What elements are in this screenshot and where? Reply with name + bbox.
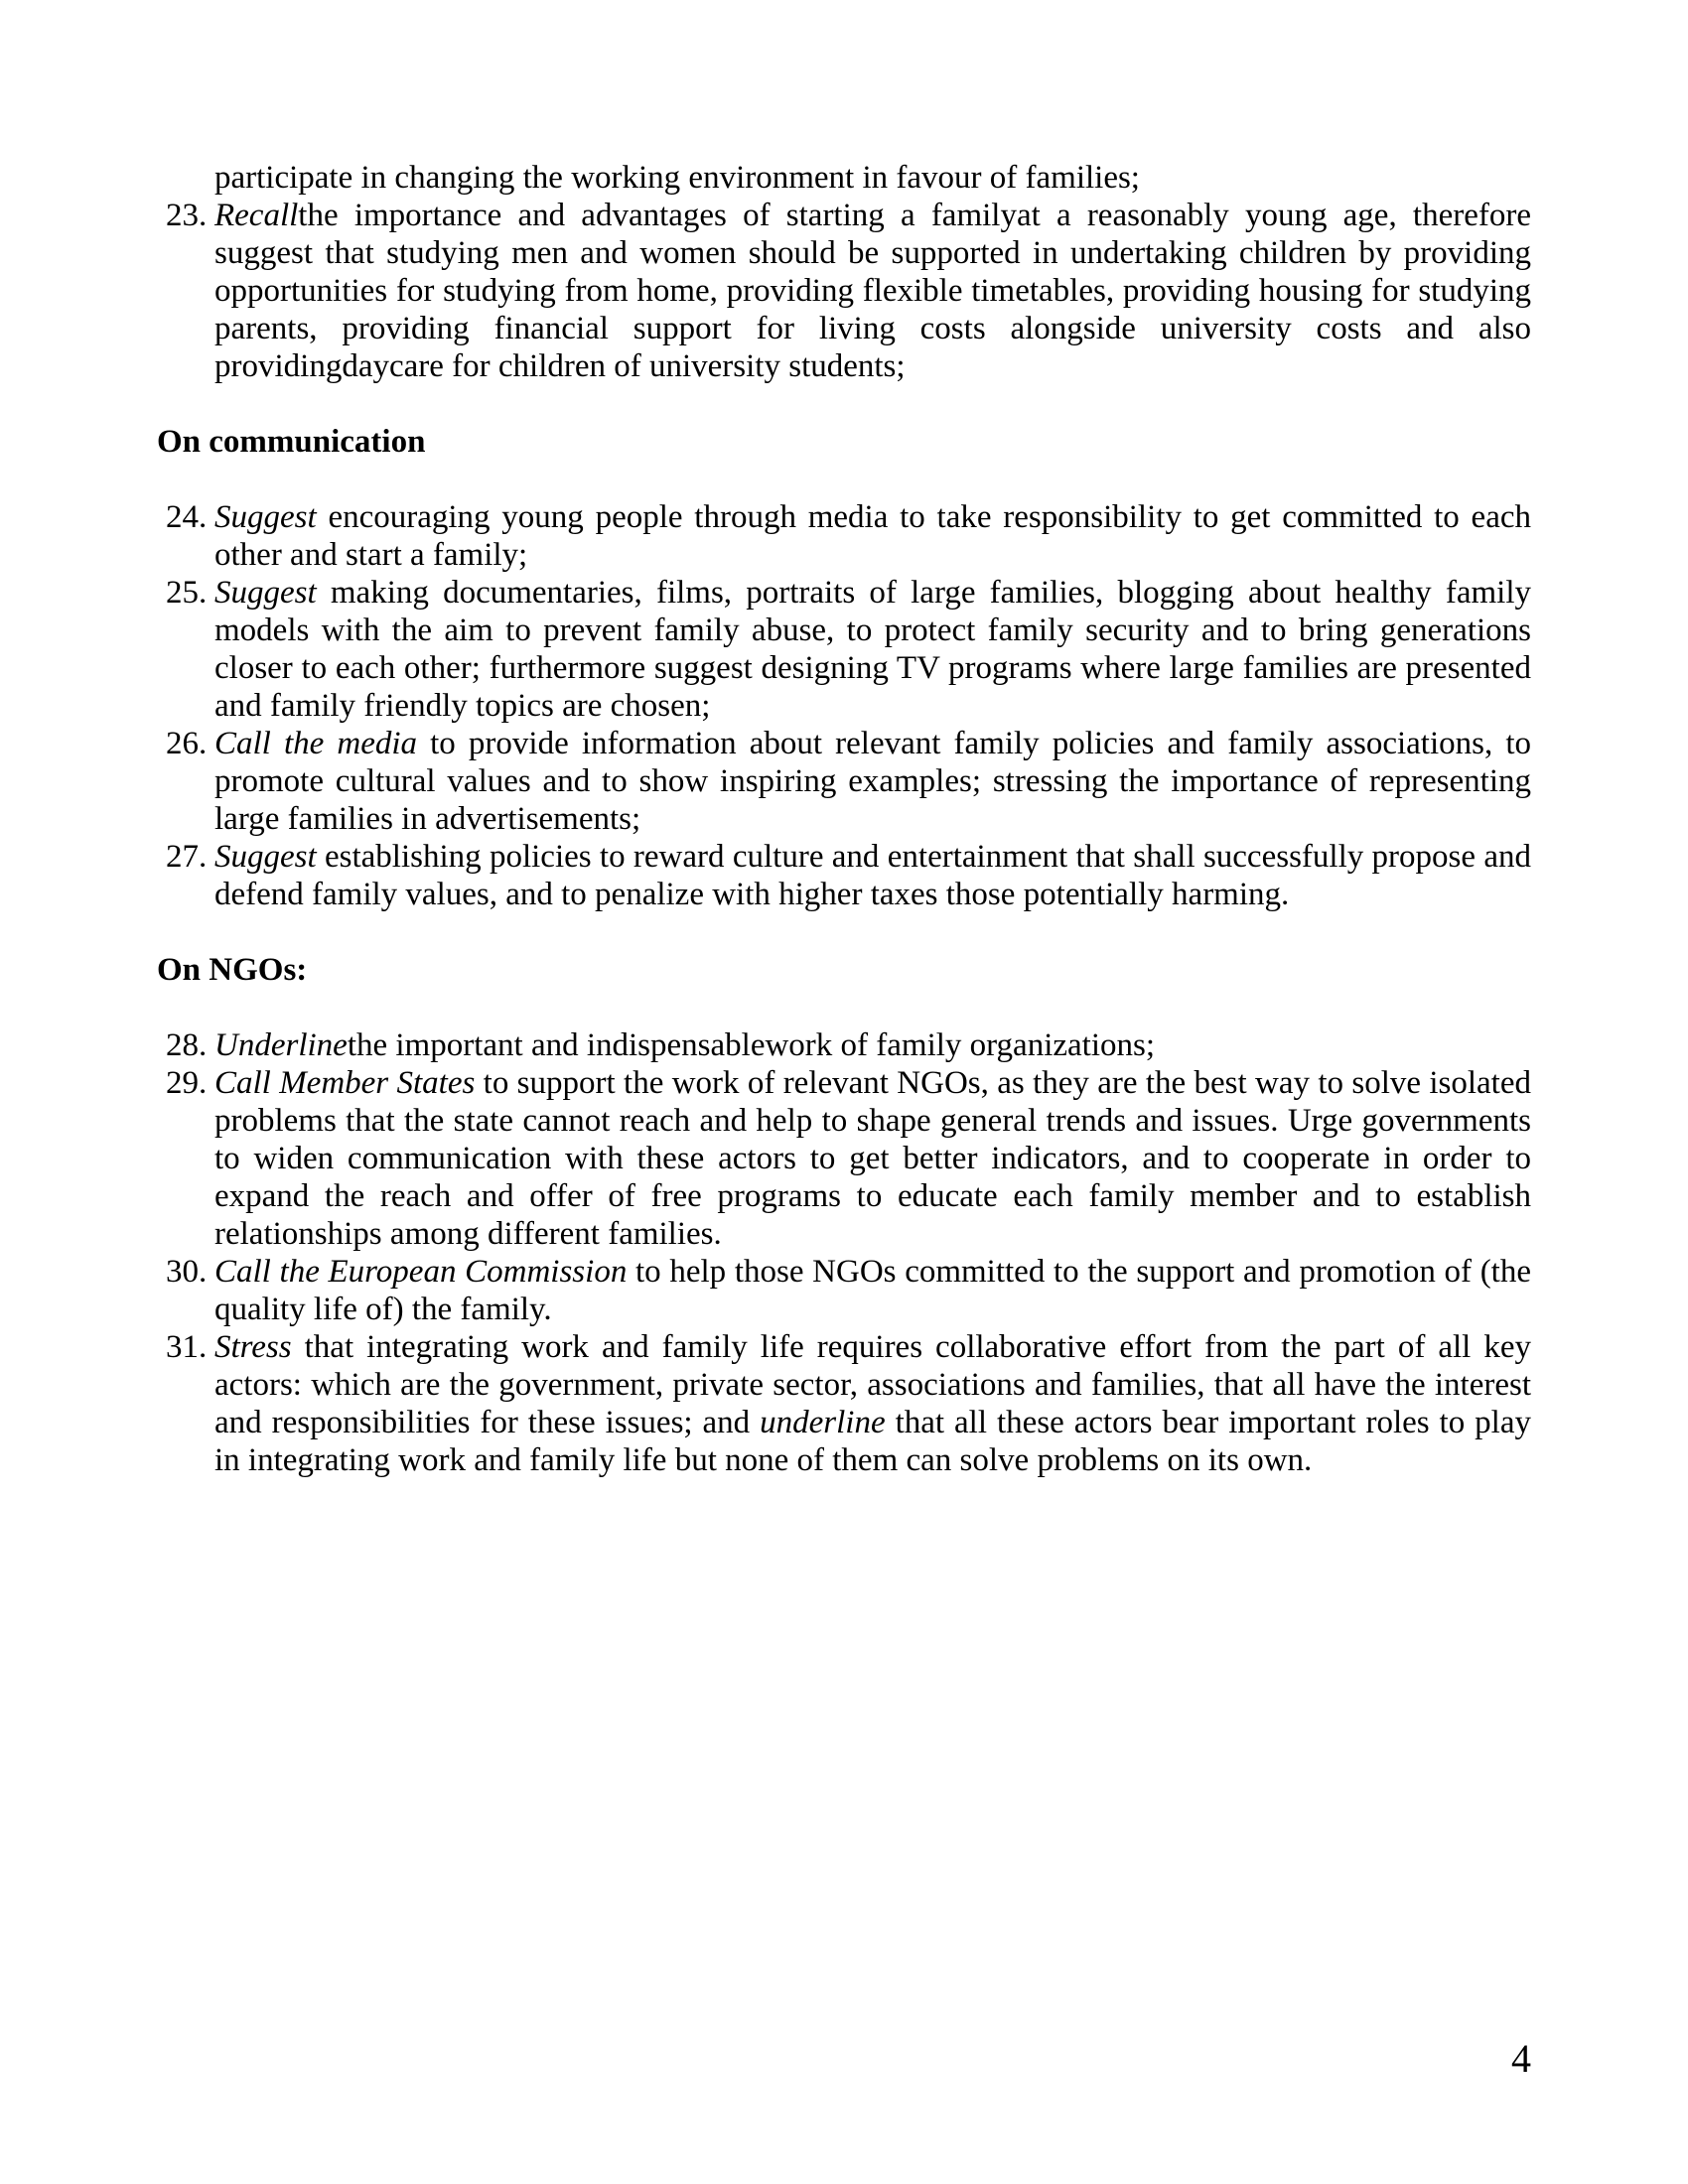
italic-text: Stress xyxy=(214,1329,292,1365)
document-section xyxy=(157,197,1531,385)
italic-text: Underline xyxy=(214,1027,348,1063)
section-heading: On NGOs: xyxy=(157,952,308,988)
list-item-27 xyxy=(157,838,1531,913)
document-sections xyxy=(157,197,1531,1479)
italic-text: Suggest xyxy=(214,499,317,535)
list-item-30 xyxy=(157,1253,1531,1328)
item-text xyxy=(214,726,1531,837)
item-number: 28. xyxy=(166,1027,208,1063)
item-number: 27. xyxy=(166,839,208,875)
list-item-23 xyxy=(157,197,1531,385)
section-heading: On communication xyxy=(157,424,426,460)
plain-text: establishing policies to reward culture and entertainment that shall successfully propose and defend family values, and to penalize with higher taxes those potentially harming. xyxy=(214,839,1531,912)
item-number: 30. xyxy=(166,1254,208,1290)
continuation-paragraph: participate in changing the working environment in favour of families; xyxy=(214,160,1140,196)
plain-text: that all these actors bear important roles to play in integrating work and family life but none of them can solve problems on its own. xyxy=(214,1405,1531,1478)
italic-text: Recall xyxy=(214,198,299,233)
item-text xyxy=(214,839,1531,912)
italic-text: Call the European Commission xyxy=(214,1254,628,1290)
plain-text: the important and indispensablework of family organizations; xyxy=(347,1027,1156,1063)
italic-text: Suggest xyxy=(214,575,317,611)
plain-text: to support the work of relevant NGOs, as they are the best way to solve isolated problems that the state cannot reach and help to shape general trends and issues. Urge governments to widen communication with these actors to get better indicators, and to cooperate in order to expand the reach and offer of free programs to educate each family member and to establish relationships among different families. xyxy=(214,1065,1531,1252)
list-item-26 xyxy=(157,725,1531,838)
plain-text: to provide information about relevant family policies and family associations, to promote cultural values and to show inspiring examples; stressing the importance of representing large families in advertisements; xyxy=(214,726,1531,837)
item-text xyxy=(214,198,1531,384)
item-number: 26. xyxy=(166,726,208,761)
document-content xyxy=(157,159,1531,1479)
plain-text: that integrating work and family life requires collaborative effort from the part of all key actors: which are the government, private sector, associations and families, that all have the interest and responsibilities for these issues; and xyxy=(214,1329,1531,1440)
list-item-25 xyxy=(157,574,1531,725)
list-item-29 xyxy=(157,1064,1531,1253)
italic-text: Suggest xyxy=(214,839,317,875)
plain-text: making documentaries, films, portraits of large families, blogging about healthy family models with the aim to prevent family abuse, to protect family security and to bring generations closer to each other; furthermore suggest designing TV programs where large families are presented and family friendly topics are chosen; xyxy=(214,575,1531,724)
italic-text: underline xyxy=(760,1405,886,1440)
item-text xyxy=(214,1027,1155,1063)
list-item-24 xyxy=(157,498,1531,574)
plain-text: to help those NGOs committed to the support and promotion of (the quality life of) the family. xyxy=(214,1254,1531,1327)
numbered-list xyxy=(157,197,1531,385)
italic-text: Call Member States xyxy=(214,1065,476,1101)
plain-text: the importance and advantages of starting a familyat a reasonably young age, therefore suggest that studying men and women should be supported in undertaking children by providing opportunities for studying from home, providing flexible timetables, providing housing for studying parents, providing financial support for living costs alongside university costs and also providingdaycare for children of university students; xyxy=(214,198,1531,384)
item-text xyxy=(214,1329,1531,1478)
list-item-28 xyxy=(157,1026,1531,1064)
list-item-31 xyxy=(157,1328,1531,1479)
italic-text: Call the media xyxy=(214,726,418,761)
item-number: 23. xyxy=(166,198,208,233)
plain-text: encouraging young people through media to take responsibility to get committed to each other and start a family; xyxy=(214,499,1531,573)
document-section xyxy=(157,423,1531,913)
numbered-list xyxy=(157,1026,1531,1479)
item-number: 31. xyxy=(166,1329,208,1365)
document-section xyxy=(157,951,1531,1479)
item-number: 24. xyxy=(166,499,208,535)
page-number: 4 xyxy=(1511,2036,1531,2081)
item-number: 25. xyxy=(166,575,208,611)
item-text xyxy=(214,499,1531,573)
numbered-list xyxy=(157,498,1531,913)
item-number: 29. xyxy=(166,1065,208,1101)
item-text xyxy=(214,1254,1531,1327)
item-text xyxy=(214,1065,1531,1252)
item-text xyxy=(214,575,1531,724)
